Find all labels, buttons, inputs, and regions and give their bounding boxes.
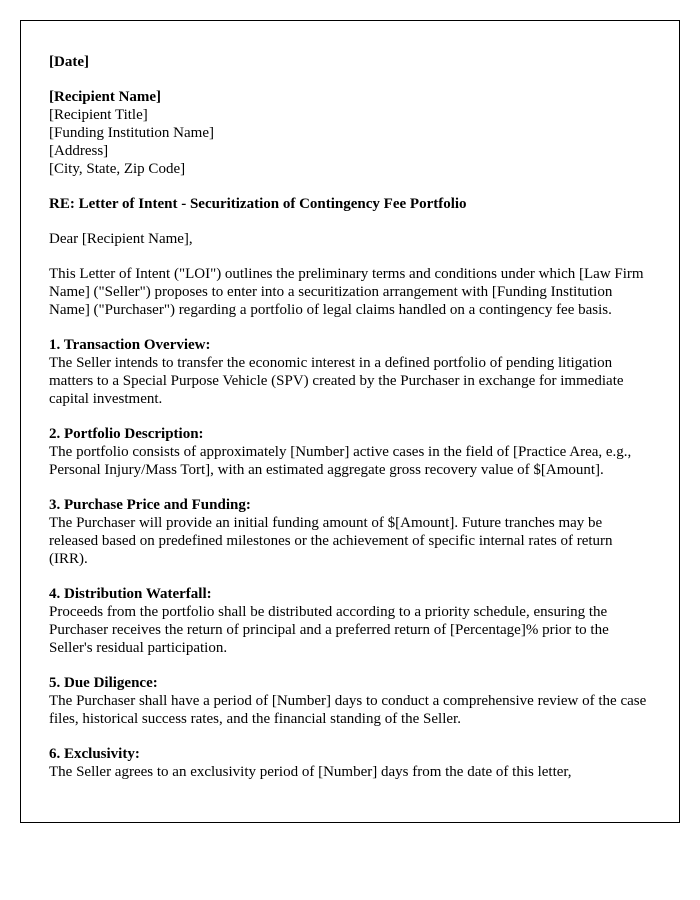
recipient-title: [Recipient Title] <box>49 107 148 123</box>
letter-container <box>20 20 680 823</box>
section-heading: 2. Portfolio Description: <box>49 426 204 442</box>
section-heading: 5. Due Diligence: <box>49 675 158 691</box>
section-body: Proceeds from the portfolio shall be distributed according to a priority schedule, ensuring the Purchaser receives the return of principal and a preferred return of [Percentage]% prior to the Seller's residual participation. <box>49 604 609 656</box>
section-body: The Seller intends to transfer the economic interest in a defined portfolio of pending litigation matters to a Special Purpose Vehicle (SPV) created by the Purchaser in exchange for immediate capital investment. <box>49 355 624 407</box>
intro-paragraph: This Letter of Intent ("LOI") outlines the preliminary terms and conditions under which [Law Firm Name] ("Seller") proposes to enter into a securitization arrangement with [Funding Institution Name] ("Purchaser") regarding a portfolio of legal claims handled on a contingency fee basis. <box>49 266 644 318</box>
section-portfolio-description <box>49 425 651 479</box>
recipient-institution: [Funding Institution Name] <box>49 125 214 141</box>
section-body: The Purchaser will provide an initial funding amount of $[Amount]. Future tranches may be released based on predefined milestones or the achievement of specific internal rates of return (IRR). <box>49 515 613 567</box>
recipient-address: [Address] <box>49 143 109 159</box>
section-body: The portfolio consists of approximately [Number] active cases in the field of [Practice Area, e.g., Personal Injury/Mass Tort], with an estimated aggregate gross recovery value of $[Amount]. <box>49 444 632 478</box>
section-heading: 1. Transaction Overview: <box>49 337 211 353</box>
recipient-city-state-zip: [City, State, Zip Code] <box>49 161 186 177</box>
section-due-diligence <box>49 674 651 728</box>
section-exclusivity <box>49 745 651 781</box>
date-placeholder: [Date] <box>49 54 89 70</box>
section-heading: 4. Distribution Waterfall: <box>49 586 212 602</box>
section-purchase-price-funding <box>49 496 651 568</box>
subject-line: RE: Letter of Intent - Securitization of Contingency Fee Portfolio <box>49 196 467 212</box>
recipient-block <box>49 88 651 178</box>
section-distribution-waterfall <box>49 585 651 657</box>
section-transaction-overview <box>49 336 651 408</box>
section-body: The Purchaser shall have a period of [Number] days to conduct a comprehensive review of the case files, historical success rates, and the financial standing of the Seller. <box>49 693 647 727</box>
salutation: Dear [Recipient Name], <box>49 231 193 247</box>
section-heading: 3. Purchase Price and Funding: <box>49 497 251 513</box>
section-heading: 6. Exclusivity: <box>49 746 140 762</box>
recipient-name: [Recipient Name] <box>49 89 162 105</box>
section-body: The Seller agrees to an exclusivity period of [Number] days from the date of this letter, <box>49 764 572 780</box>
